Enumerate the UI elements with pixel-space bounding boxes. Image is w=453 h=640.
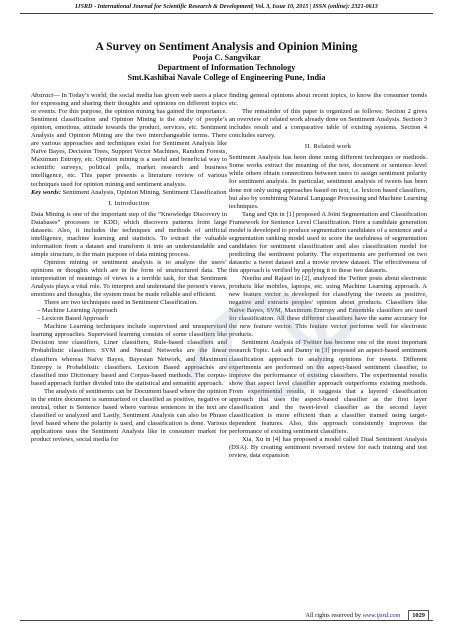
keywords-paragraph — [31, 189, 227, 197]
journal-header: IJSRD - International Journal for Scientific Research & Development| Vol. 3, Issue 10, 2015 | ISSN (online): 2321-0613 — [75, 4, 378, 10]
header-rule — [20, 13, 433, 14]
section-heading-introduction: I. Introduction — [108, 199, 150, 207]
intro-paragraph-1: Data Mining is one of the important step of the “Knowledge Discovery in Databases” processes or KDD, which discovers patterns from large datasets. Also, it includes the techniques and methods of artificial intelligence, machine learning and statistics. To extract the valuable information from a dataset and transform it into an understandable and simple structure, is the main purpose of data mining process. — [31, 210, 227, 258]
left-column — [31, 92, 227, 444]
list-item: – Lexicon Based Approach — [37, 315, 109, 323]
abstract-paragraph — [31, 92, 227, 189]
related-paragraph-4: Sentiment Analysis of Twitter has become one of the most important research Topic. Lek and Danny in [3] proposed an aspect-based sentiment classification approach to analyzing opinions for tweets. Different experiments are performed on the aspect-based sentiment classifier, to improve the performance of existing classifiers. The experimental results show that aspect level classifier approach outperforms existing methods. From experimental results, it suggests that a layered classification approach that uses the aspect-based classifier as the first layer classification and the tweet-level classifier as the second layer classification is more efficient than a classifier trained using target-dependent features. Also, this approach consistently improves the performance of existing sentiment classifiers. — [229, 339, 427, 435]
intro-paragraph-3: There are two techniques used in Sentiment Classification. — [44, 299, 198, 307]
right-paragraph-2: The remainder of this paper is organized as follows: Section 2 gives an overview of related work already done on Sentiment Analysis. Section 3 includes result and a comparative table of existing systems. Section 4 concludes survey. — [229, 108, 427, 140]
list-item: – Machine Learning Approach — [37, 307, 118, 315]
intro-paragraph-4: Machine Learning techniques include supervised and unsupervised learning approaches. Supervised learning consists of some classifiers like Decision tree classifiers, Liner classifiers, Rule-based classifiers and Probabilistic classifiers. SVM and Neural Networks are the linear classifiers whereas Naïve Bayes, Bayesian Network, and Maximum Entropy is Probabilistic classifiers. Lexicon Based approaches are classified into Dictionary based and Corpus-based methods. The corpus-based approach further divided into the statistical and semantic approach. — [31, 323, 227, 387]
footer-url-link[interactable]: www.ijsrd.com — [362, 612, 401, 619]
related-paragraph-1: Sentiment Analysis has been done using different techniques or methods. Some works extract the meaning of the text, document or sentence level while others obtain connections between users to assign sentiment polarity for sentiment analysis. In particular, sentiment analysis of tweets has been done not only using approaches based on text, i.e. lexicon based classifiers, but also by combining Natural Language Processing and Machine Learning techniques. — [229, 154, 427, 210]
institution: Smt.Kashibai Navale College of Engineering Pune, India — [127, 73, 326, 82]
related-paragraph-2: Tang and Qin in [1] proposed A Joint Segmentation and Classification Framework for Sentence Level Classification. Here a candidate generation model is developed to produce segmentation candidates of a sentence and a segmentation ranking model used to score the usefulness of segmentation candidates for sentiment classification and also classification model for predicting the sentiment polarity. The experiments are performed on two datasets: a tweet dataset and a movie review dataset. The effectiveness of this approach is verified by applying it to these two datasets. — [229, 210, 427, 274]
right-column — [229, 92, 427, 460]
abstract-text: — In Today’s world, the social media has given web users a place for expressing and sharing their thoughts and opinions on different topics or events. For this purpose, the opinion mining has gained the importance. Sentiment classification and Opinion Mining is the study of people’s opinion, emotions, attitude towards the product, services, etc. Sentiment Analysis and Opinion Mining are the two interchangeable terms. There are various approaches and techniques exist for Sentiment Analysis like Naïve Bayes, Decision Trees, Support Vector Machines, Random Forests, Maximum Entropy, etc. Opinion mining is a useful and beneficial way to scientific surveys, political polls, market research and business intelligence, etc. This paper presents a literature review of various techniques used for opinion mining and sentiment analysis. — [31, 92, 227, 188]
footer — [305, 610, 429, 621]
footer-rights: All rights reserved by — [305, 612, 363, 619]
related-paragraph-3: Neethu and Rajasri in [2], analyzed the Twitter posts about electronic products like mobiles, laptops, etc. using Machine Learning approach. A new feature vector is developed for classifying the tweets as positive, negative and extracts peoples' opinion about products. Classifiers like Naïve Bayes, SVM, Maximum Entropy and Ensemble classifiers are used for classification. All these different classifiers have the same accuracy for the new feature vector. This feature vector performs well for electronic products. — [229, 275, 427, 339]
section-heading-related-work: II. Related work — [304, 143, 352, 151]
related-paragraph-5: Xia, Xu in [4] has proposed a model called Dual Sentiment Analysis (DSA). By creating sentiment reversed review for each training and test review, data expansion — [229, 435, 427, 460]
right-paragraph-1: finding general opinions about recent topics, to know the consumer trends etc. — [229, 92, 427, 108]
department: Department of Information Technology — [157, 63, 296, 72]
abstract-label: Abstract — [31, 92, 54, 99]
intro-paragraph-2: Opinion mining or sentiment analysis is to analyze the users’ opinions or thoughts which are in the form of unstructured data. The interpretation of meanings of views is a terrible task, for that Sentiment Analysis plays a vital role. To interpret and understand the person's views, emotions and thoughts, the system must be made reliable and efficient. — [31, 258, 227, 299]
page-number: 1029 — [408, 610, 429, 621]
author-name: Pooja C. Sangvikar — [192, 53, 261, 62]
keywords-text: Sentiment Analysis, Opinion Mining, Sentiment Classification — [61, 188, 227, 196]
intro-paragraph-5: The analysis of sentiments can be Document based where the opinion in the entire document is summarized or classified as positive, negative or neutral, other is Sentence based where various sentences in the text are classified or analyzed and Lastly, Sentiment Analysis can also be Phrase level based where the polarity is used, and classification is done. Various applications uses the Sentiment Analysis like in consumer market for product reviews, social media for — [31, 387, 227, 443]
keywords-label: Key words: — [31, 188, 62, 196]
title-block — [20, 40, 433, 83]
paper-title: A Survey on Sentiment Analysis and Opinion Mining — [95, 40, 358, 53]
